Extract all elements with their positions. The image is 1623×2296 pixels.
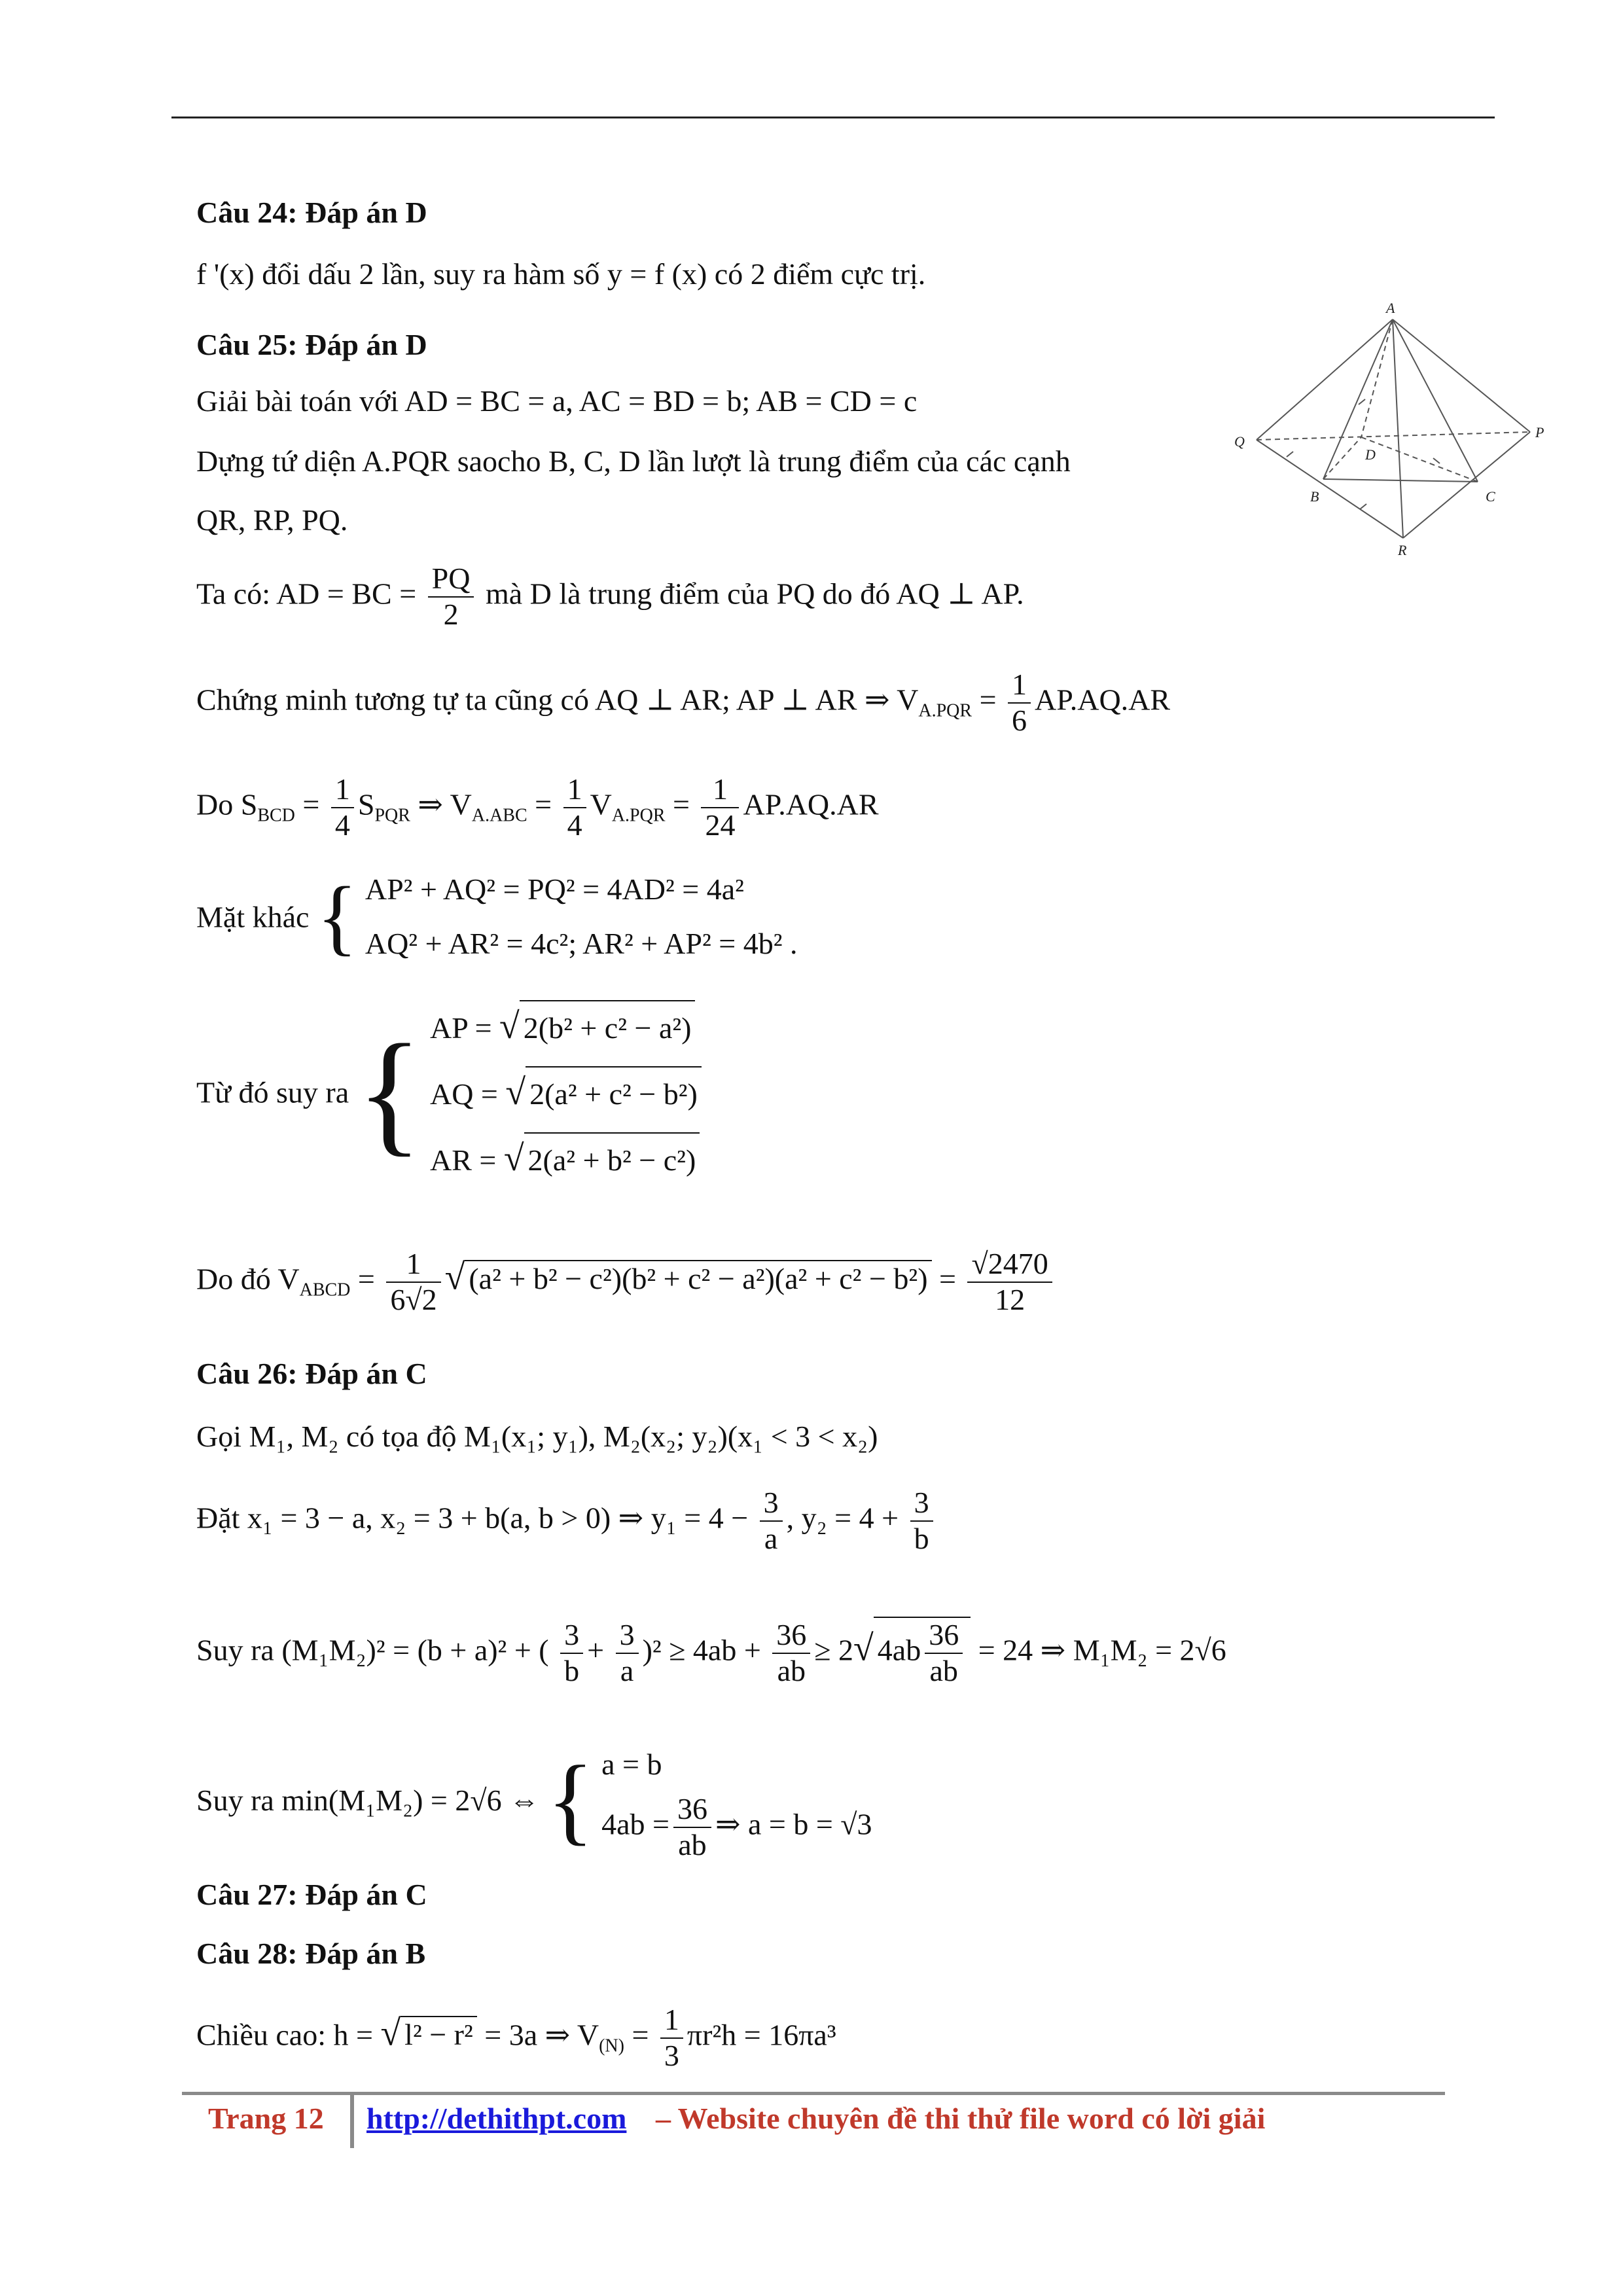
q25-line3: QR, RP, PQ.: [196, 503, 348, 537]
q25-line8: Từ đó suy ra { AP = √ 2(b² + c² − a²) AQ = √ 2(a² + c² − b²) AR = √ 2(a² + b² − c²): [196, 994, 702, 1191]
fraction-3-a-2: $\frac{3}{a}$: [616, 1618, 639, 1689]
q25-line6: Do $S_{BCD}$ = $\frac{1}{4}$ $S_{PQR}$ ⇒ $V_{A.ABC}$ = $\frac{1}{4}$ $V_{A.PQR}$ = $\frac{1}{24}$ AP.AQ.AR: [196, 772, 879, 842]
q24-line1: f '(x) đổi dấu 2 lần, suy ra hàm số y = f (x) có 2 điểm cực trị.: [196, 257, 926, 291]
fraction-sqrt2470-12: $\frac{√2470}{12}$: [967, 1247, 1052, 1318]
tetrahedron-figure: [1230, 301, 1558, 556]
label-p: P: [1535, 424, 1544, 440]
fraction-3-b: $\frac{3}{b}$: [910, 1486, 933, 1556]
system-ap-aq: AP² + AQ² = PQ² = 4AD² = 4a² AQ² + AR² = 4c²; AR² + AP² = 4b² .: [365, 872, 798, 960]
fraction-1-24: $\frac{1}{24}$: [701, 772, 739, 843]
fraction-36-ab: $\frac{36}{ab}$: [772, 1618, 810, 1689]
q26-line2: Đặt x₁ = 3 − a, x₂ = 3 + b(a, b > 0) ⇒ y₁ = 4 − $\frac{3}{a}$ , y₂ = 4 + $\frac{3}{b}$: [196, 1486, 937, 1556]
label-c: C: [1486, 488, 1495, 505]
q27-title: Câu 27: Đáp án C: [196, 1878, 427, 1911]
fraction-3-b-2: $\frac{3}{b}$: [560, 1618, 583, 1689]
q25-line4: Ta có: AD = BC = $\frac{PQ}{2}$ mà D là trung điểm của PQ do đó AQ ⊥ AP.: [196, 562, 1024, 631]
q26-line1: Gọi M₁, M₂ có tọa độ M₁(x₁; y₁), M₂(x₂; y₂)(x₁ < 3 < x₂): [196, 1420, 878, 1453]
label-a: A: [1386, 301, 1395, 316]
fraction-1-3: $\frac{1}{3}$: [660, 2003, 683, 2073]
q24-title: Câu 24: Đáp án D: [196, 196, 427, 229]
q26-line3: Suy ra (M₁M₂)² = (b + a)² + ( $\frac{3}{b}$ + $\frac{3}{a}$ )² ≥ 4ab + $\frac{36}{ab}$ ≥ 2√ 4ab $\frac{36}{ab}$ = 24 ⇒ M₁M₂ = 2√6: [196, 1618, 1226, 1687]
fraction-pq-2: $\frac{PQ}{2}$: [428, 562, 474, 632]
q28-title: Câu 28: Đáp án B: [196, 1937, 426, 1970]
fraction-36-ab-2: $\frac{36}{ab}$: [925, 1618, 963, 1689]
fraction-1-6: $\frac{1}{6}$: [1008, 668, 1031, 738]
fraction-1-6sqrt2: $\frac{1}{6√2}$: [386, 1247, 440, 1318]
q25-line2: Dựng tứ diện A.PQR saocho B, C, D lần lượt là trung điểm của các cạnh: [196, 444, 1071, 478]
system-ap-aq-ar: AP = √ 2(b² + c² − a²) AQ = √ 2(a² + c² − b²) AR = √ 2(a² + b² − c²): [430, 994, 702, 1191]
website-link[interactable]: http://dethithpt.com: [366, 2102, 627, 2135]
fraction-36-ab-3: $\frac{36}{ab}$: [673, 1792, 711, 1863]
label-d: D: [1365, 446, 1376, 463]
footer-description: – Website chuyên đề thi thử file word có lời giải: [656, 2102, 1266, 2135]
q25-title: Câu 25: Đáp án D: [196, 328, 427, 361]
q26-title: Câu 26: Đáp án C: [196, 1357, 427, 1390]
fraction-3-a: $\frac{3}{a}$: [760, 1486, 783, 1556]
footer-rule: [182, 2092, 1445, 2095]
header-rule: [171, 117, 1495, 118]
q25-line5: Chứng minh tương tự ta cũng có AQ ⊥ AR; AP ⊥ AR ⇒ $V_{A.PQR}$ = $\frac{1}{6}$ AP.AQ.AR: [196, 668, 1171, 737]
label-b: B: [1310, 488, 1319, 505]
q25-line1: Giải bài toán với AD = BC = a, AC = BD = b; AB = CD = c: [196, 384, 918, 418]
q25-line7: Mặt khác { AP² + AQ² = PQ² = 4AD² = 4a² AQ² + AR² = 4c²; AR² + AP² = 4b² .: [196, 863, 798, 971]
q26-line4: Suy ra min(M₁M₂) = 2√6 ⇔ { a = b 4ab = $\frac{36}{ab}$ ⇒ a = b = √3: [196, 1738, 872, 1863]
q25-line9: Do đó $V_{ABCD}$ = $\frac{1}{6√2}$ √ (a² + b² − c²)(b² + c² − a²)(a² + c² − b²) = $\frac{√2470}{12}$: [196, 1247, 1056, 1318]
fraction-1-4-a: $\frac{1}{4}$: [331, 772, 354, 843]
q28-line1: Chiều cao: h = √ l² − r² = 3a ⇒ $V_{(N)}$ = $\frac{1}{3}$ πr²h = 16πa³: [196, 2003, 836, 2072]
label-r: R: [1398, 542, 1407, 556]
system-a-b: a = b 4ab = $\frac{36}{ab}$ ⇒ a = b = √3: [601, 1748, 872, 1861]
fraction-1-4-b: $\frac{1}{4}$: [563, 772, 586, 843]
page-number: Trang 12: [208, 2102, 324, 2135]
footer-separator: [350, 2094, 354, 2148]
label-q: Q: [1234, 433, 1245, 450]
